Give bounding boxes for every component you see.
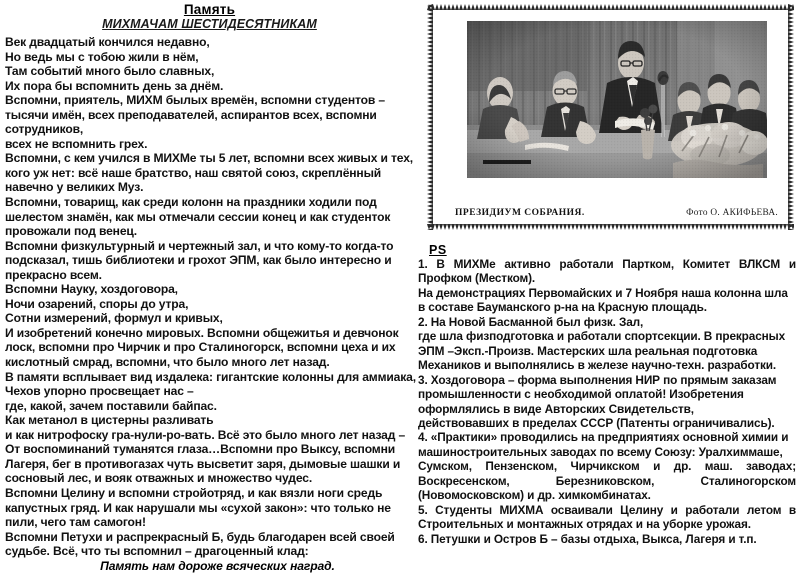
poem-line: От воспоминаний туманятся глаза…Вспомни про Выксу, вспомни [5,442,396,457]
presidium-photograph [467,21,767,178]
poem-line: провожали под венец. [5,224,137,239]
ps-line: 6. Петушки и Остров Б – базы отдыха, Выкса, Лагеря и т.п. [418,531,757,546]
poem-line: кислотный смрад, вспомни, что было много лет назад. [5,355,330,370]
poem-line: прекрасно всем. [5,267,102,282]
poem-line: Вспомни Целину и вспомни стройотряд, и как вязли ноги средь [5,485,383,500]
ps-line: Воскресенском, Березниковском, Сталиногорском [418,473,796,488]
poem-line: всех не вспомнить грех. [5,136,148,151]
poem-line: Там событий много было славных, [5,64,215,79]
poem-line: сосновый лес, и вояк отважных и множество чудес. [5,471,313,486]
ps-line: Сумском, Пензенском, Чирчикском и др. маш. заводах; [418,459,796,474]
photo-frame [427,4,794,230]
poem-line: тысячи имён, всех преподавателей, аспирантов всех, вспомни [5,107,377,122]
poem-line: Их пора бы вспомнить день за днём. [5,78,224,93]
ps-line: 2. На Новой Басманной был физк. Зал, [418,314,644,329]
page-subtitle: МИХМАЧАМ ШЕСТИДЕСЯТНИКАМ [102,17,317,31]
poem-line: Вспомни Петухи и распрекрасный Б, будь благодарен всей своей [5,529,395,544]
poem-line: Век двадцатый кончился недавно, [5,35,210,49]
poem-line: где, какой, зачем поставили байпас. [5,398,217,413]
poem-line: Сотни измерений, формул и кривых, [5,311,223,326]
ps-line: 5. Студенты МИХМА осваивали Целину и работали летом в [418,502,796,517]
poem-line: Вспомни Науку, хоздоговора, [5,282,178,297]
poem-line: И изобретений конечно мировых. Вспомни общежитья и девчонок [5,325,399,340]
ps-line: На демонстрациях Первомайских и 7 Ноября наша колонна шла [418,285,788,300]
photo-credit: Фото О. АКИФЬЕВА. [686,208,778,218]
ps-line: промышленности с необходимой оплатой! Изобретения [418,387,744,402]
poem-line: Вспомни, товарищ, как среди колонн на праздники ходили под [5,195,377,210]
ps-line: 1. В МИХМе активно работали Партком, Комитет ВЛКСМ и [418,257,796,271]
ps-line: ЭПМ –Эксп.-Произв. Мастерских шла реальная подготовка [418,343,758,358]
ps-heading: PS [429,243,447,257]
poem-line: пили, чего там самогон! [5,515,146,530]
ps-line: Строительных и монтажных отрядах и на уборке урожая. [418,517,751,532]
ps-line: действовавших в пределах СССР (Патенты ограничивались). [418,415,775,430]
poem-line: сотрудников, [5,122,84,137]
poem-line: Вспомни, с кем учился в МИХМе ты 5 лет, вспомни всех живых и тех, [5,151,413,166]
frame-zigzag-bottom [427,224,794,230]
poem-line: навечно у великих Муз. [5,180,144,195]
ps-line: оформлялись в виде Авторских Свидетельств, [418,401,694,416]
poem-line: подсказал, тишь библиотеки и грохот ЭПМ, как было интересно и [5,253,392,268]
photo-caption: ПРЕЗИДИУМ СОБРАНИЯ. [455,208,585,218]
poem-line: Ночи озарений, споры до утра, [5,296,189,311]
frame-zigzag-right [788,4,794,230]
ps-line: Механиков и выполнялись в железе научно-техн. разработки. [418,358,777,373]
poem-line: лоск, вспомни про Чирчик и про Сталиногорск, вспомни цеха и их [5,340,396,355]
poem-line: капустных гряд. И как нарушали мы «сухой закон»: что только не [5,500,391,515]
right-column [418,0,800,546]
frame-zigzag-left [427,4,433,230]
ps-line: 4. «Практики» проводились на предприятиях основной химии и [418,430,789,445]
ps-line: 3. Хоздоговора – форма выполнения НИР по прямым заказам [418,372,777,387]
ps-line: Профком (Местком). [418,271,536,286]
photo-inner-area [435,13,786,222]
poem-line: В памяти всплывает вид издалека: гигантские колонны для аммиака, [5,369,416,384]
ps-line: (Новомосковском) и др. химкомбинатах. [418,488,651,503]
poem-line: судьбе. Всё, что ты вспомнил – драгоценный клад: [5,544,309,559]
ps-line: машиностроительных заводах по всему Союзу: Уралхиммаше, [418,444,783,459]
poem-line: Лагеря, бег в противогазах чуть высветит заря, дымовые шашки и [5,456,401,471]
poem-line: Чехов упорно просвещает нас – [5,384,194,399]
photo-caption-row [455,208,784,218]
poem-line: Но ведь мы с тобою жили в нём, [5,49,199,64]
ps-section [418,243,800,546]
poem-line: Как метанол в цистерны разливать [5,413,214,428]
poem-line: и как нитрофоску гра-нули-ро-вать. Всё это было много лет назад – [5,427,406,442]
ps-body [418,257,796,546]
poem-body [5,35,414,559]
poem-line: шелестом знамён, как мы отмечали сессии конец и как студенток [5,209,391,224]
ps-line: где шла физподготовка и работали спортсекции. В прекрасных [418,329,786,344]
poem-line: Вспомни физкультурный и чертежный зал, и что кому-то когда-то [5,238,394,253]
frame-zigzag-top [427,4,794,10]
poem-line: кого уж нет: всё наше братство, наш святой союз, скреплённый [5,165,382,180]
ps-line: в составе Бауманского р-на на Красную площадь. [418,300,707,315]
poem-line: Вспомни, приятель, МИХМ былых времён, вспомни студентов – [5,93,385,108]
poem-closing-line: Память нам дороже всяческих наград. [100,558,335,573]
page-title: Память [183,2,236,17]
